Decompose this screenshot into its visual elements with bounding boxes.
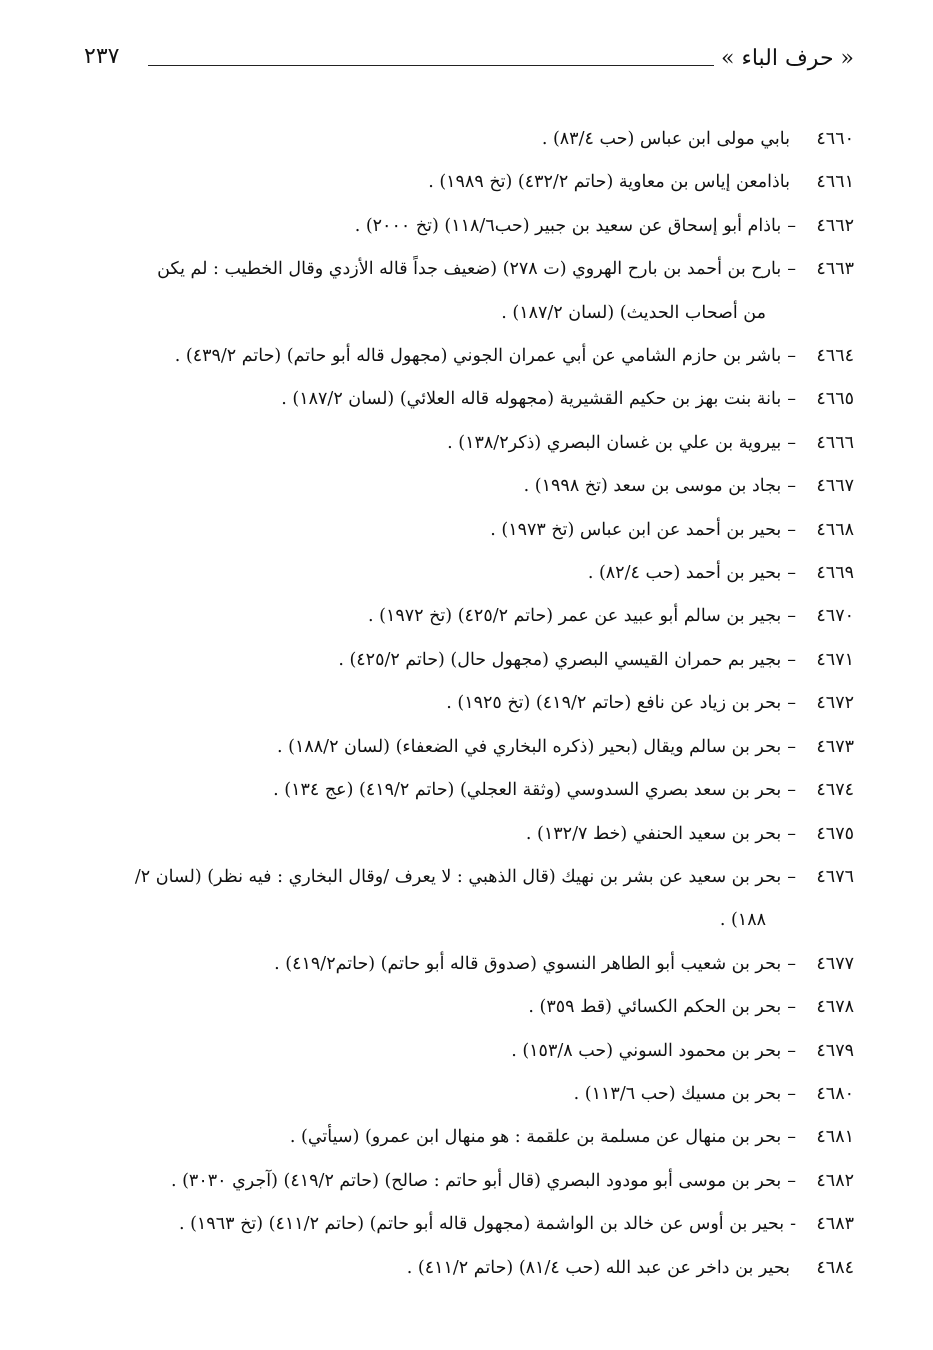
entry-number: ٤٦٦٦ — [816, 432, 854, 453]
entry-row — [60, 639, 854, 682]
list-item — [60, 465, 854, 508]
entry-number: ٤٦٧٦ — [816, 866, 854, 887]
entry-row — [60, 552, 854, 595]
entry-dash: – — [787, 736, 796, 757]
entry-dash: – — [787, 649, 796, 670]
list-item — [60, 248, 854, 335]
entry-continuation: ١٨٨) . — [719, 910, 766, 931]
entry-dash: – — [787, 823, 796, 844]
entry-text: بحر بن محمود السوني (حب ١٥٣/٨) . — [511, 1040, 782, 1061]
entry-text: بانة بنت بهز بن حكيم القشيرية (مجهوله قاله العلائي) (لسان ١٨٧/٢) . — [281, 389, 782, 410]
entry-dash: – — [787, 389, 796, 410]
entry-continuation: من أصحاب الحديث) (لسان ١٨٧/٢) . — [501, 302, 766, 323]
entry-row — [60, 1203, 854, 1246]
entry-row — [60, 943, 854, 986]
entry-dash: – — [787, 953, 796, 974]
entry-dash: – — [787, 997, 796, 1018]
entry-number: ٤٦٦٤ — [816, 346, 854, 367]
entry-text: بارح بن أحمد بن بارح الهروي (ت ٢٧٨) (ضعيف جداً قاله الأزدي وقال الخطيب : لم يكن — [157, 259, 782, 280]
header-rule — [148, 65, 714, 66]
entry-number: ٤٦٦٣ — [816, 259, 854, 280]
entry-number: ٤٦٨٤ — [816, 1257, 854, 1278]
entry-number: ٤٦٧١ — [816, 649, 854, 670]
entry-text: بحير بن أحمد (حب ٨٢/٤) . — [587, 563, 782, 584]
entry-list — [60, 118, 854, 1290]
page-number: ٢٣٧ — [84, 44, 120, 69]
entry-dash: – — [787, 432, 796, 453]
list-item — [60, 118, 854, 161]
entry-dash — [790, 1247, 802, 1290]
entry-row — [60, 1030, 854, 1073]
entry-row — [60, 422, 854, 465]
list-item — [60, 813, 854, 856]
list-item — [60, 1030, 854, 1073]
list-item — [60, 335, 854, 378]
entry-dash: – — [787, 780, 796, 801]
entry-dash: – — [787, 563, 796, 584]
entry-number: ٤٦٧٠ — [816, 606, 854, 627]
entry-number: ٤٦٧٢ — [816, 693, 854, 714]
entry-text: بحر بن سعيد عن بشر بن نهيك (قال الذهبي : لا يعرف /وقال البخاري : فيه نظر) (لسان ٢/ — [134, 866, 782, 887]
entry-row — [60, 465, 854, 508]
entry-row — [60, 1247, 854, 1290]
entry-number: ٤٦٧٩ — [816, 1040, 854, 1061]
entry-number: ٤٦٨١ — [816, 1127, 854, 1148]
entry-dash: – — [787, 259, 796, 280]
entry-row — [60, 856, 854, 899]
entry-number: ٤٦٧٣ — [816, 736, 854, 757]
entry-dash: – — [787, 519, 796, 540]
entry-number: ٤٦٦٧ — [816, 476, 854, 497]
entry-number: ٤٦٦٥ — [816, 389, 854, 410]
entry-dash: – — [787, 476, 796, 497]
list-item — [60, 726, 854, 769]
entry-dash: – — [787, 1083, 796, 1104]
list-item — [60, 639, 854, 682]
list-item — [60, 1116, 854, 1159]
entry-number: ٤٦٦٨ — [816, 519, 854, 540]
entry-row — [60, 1160, 854, 1203]
list-item — [60, 422, 854, 465]
entry-dash — [790, 118, 802, 161]
entry-number: ٤٦٧٥ — [816, 823, 854, 844]
entry-row — [60, 509, 854, 552]
entry-text: بحير بن داخر عن عبد الله (حب ٨١/٤) (حاتم ٤١١/٢) . — [406, 1257, 790, 1278]
list-item — [60, 856, 854, 943]
entry-text: باذامعن إياس بن معاوية (حاتم ٤٣٢/٢) (تخ ١٩٨٩) . — [428, 172, 790, 193]
entry-dash: – — [787, 1040, 796, 1061]
entry-text: بحر بن موسى أبو مودود البصري (قال أبو حاتم : صالح) (حاتم ٤١٩/٢) (آجري ٣٠٣٠) . — [170, 1170, 782, 1191]
entry-dash: – — [787, 215, 796, 236]
entry-text: بحير بن أوس عن خالد بن الواشمة (مجهول قاله أبو حاتم) (حاتم ٤١١/٢) (تخ ١٩٦٣) . — [178, 1214, 785, 1235]
entry-number: ٤٦٦٠ — [816, 129, 854, 149]
entry-text: بحير بن أحمد عن ابن عباس (تخ ١٩٧٣) . — [490, 519, 782, 540]
list-item — [60, 769, 854, 812]
list-item — [60, 595, 854, 638]
entry-row — [60, 682, 854, 725]
entry-row — [60, 378, 854, 421]
entry-text: بحر بن الحكم الكسائي (قط ٣٥٩) . — [528, 997, 782, 1018]
entry-dash — [790, 161, 802, 204]
page-header — [84, 40, 854, 80]
entry-dash: – — [787, 1127, 796, 1148]
entry-text: بجير بن سالم أبو عبيد عن عمر (حاتم ٤٢٥/٢) (تخ ١٩٧٢) . — [368, 606, 782, 627]
entry-text: بحر بن مسيك (حب ١١٣/٦) . — [573, 1083, 782, 1104]
entry-text: بحر بن سعيد الحنفي (خط ١٣٢/٧) . — [525, 823, 782, 844]
entry-dash: – — [787, 1170, 796, 1191]
entry-number: ٤٦٧٧ — [816, 953, 854, 974]
list-item — [60, 682, 854, 725]
entry-number: ٤٦٧٨ — [816, 997, 854, 1018]
list-item — [60, 552, 854, 595]
entry-text: بجاد بن موسى بن سعد (تخ ١٩٩٨) . — [523, 476, 782, 497]
entry-number: ٤٦٦١ — [816, 172, 854, 193]
entry-text: بيروية بن علي بن غسان البصري (ذكر١٣٨/٢) . — [447, 432, 782, 453]
entry-number: ٤٦٨٣ — [816, 1214, 854, 1235]
entry-number: ٤٦٨٠ — [816, 1083, 854, 1104]
entry-number: ٤٦٨٢ — [816, 1170, 854, 1191]
entry-text: بحر بن شعيب أبو الطاهر النسوي (صدوق قاله أبو حاتم) (حاتم٤١٩/٢) . — [274, 953, 782, 974]
entry-row — [60, 161, 854, 204]
entry-row — [60, 726, 854, 769]
entry-row — [60, 118, 854, 161]
list-item — [60, 986, 854, 1029]
entry-text: بحر بن سالم ويقال (بحير (ذكره البخاري في الضعفاء) (لسان ١٨٨/٢) . — [277, 736, 782, 757]
list-item — [60, 1073, 854, 1116]
list-item — [60, 1160, 854, 1203]
entry-dash: - — [790, 1214, 796, 1235]
entry-text: بحر بن زياد عن نافع (حاتم ٤١٩/٢) (تخ ١٩٢٥) . — [446, 693, 782, 714]
list-item — [60, 1203, 854, 1246]
entry-row — [60, 248, 854, 291]
list-item — [60, 205, 854, 248]
entry-row — [60, 335, 854, 378]
entry-text: باذام أبو إسحاق عن سعيد بن جبير (حب١١٨/٦) (تخ ٢٠٠٠) . — [354, 215, 782, 236]
list-item — [60, 378, 854, 421]
entry-number: ٤٦٧٤ — [816, 780, 854, 801]
entry-number: ٤٦٦٢ — [816, 215, 854, 236]
entry-row — [60, 595, 854, 638]
entry-row — [60, 205, 854, 248]
list-item — [60, 943, 854, 986]
list-item — [60, 509, 854, 552]
entry-text: بابي مولى ابن عباس (حب ٨٣/٤) . — [541, 129, 790, 149]
entry-row — [60, 769, 854, 812]
entry-text: بجير بم حمران القيسي البصري (مجهول حال) (حاتم ٤٢٥/٢) . — [338, 649, 782, 670]
entry-text: بحر بن منهال عن مسلمة بن علقمة : هو منهال ابن عمرو) (سيأتي) . — [289, 1127, 782, 1148]
list-item — [60, 1247, 854, 1290]
entry-row — [60, 986, 854, 1029]
entry-row — [60, 1073, 854, 1116]
entry-text: بحر بن سعد بصري السدوسي (وثقة العجلي) (حاتم ٤١٩/٢) (عج ١٣٤) . — [273, 780, 782, 801]
running-title: « حرف الباء » — [721, 46, 854, 71]
entry-text: باشر بن حازم الشامي عن أبي عمران الجوني (مجهول قاله أبو حاتم) (حاتم ٤٣٩/٢) . — [174, 346, 782, 367]
entry-dash: – — [787, 693, 796, 714]
entry-row — [60, 1116, 854, 1159]
entry-dash: – — [787, 346, 796, 367]
entry-dash: – — [787, 606, 796, 627]
list-item — [60, 161, 854, 204]
entry-number: ٤٦٦٩ — [816, 563, 854, 584]
entry-row — [60, 813, 854, 856]
entry-dash: – — [787, 866, 796, 887]
